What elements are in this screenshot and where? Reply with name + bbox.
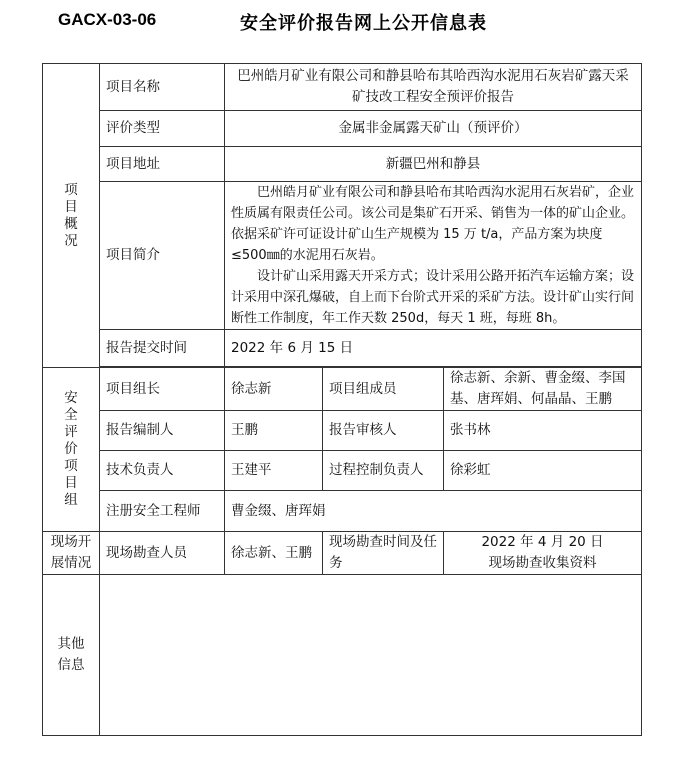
row-project-name bbox=[43, 64, 642, 111]
document-code: GACX-03-06 bbox=[58, 10, 157, 29]
row-leader bbox=[43, 368, 642, 411]
page-title: 安全评价报告网上公开信息表 bbox=[240, 13, 487, 34]
row-other bbox=[43, 575, 642, 736]
label-leader: 项目组长 bbox=[100, 368, 225, 411]
row-writer bbox=[43, 411, 642, 451]
value-writer: 王鹏 bbox=[225, 411, 323, 451]
section-team: 安全评价项目组 bbox=[43, 368, 100, 532]
value-leader: 徐志新 bbox=[225, 368, 323, 411]
survey-date: 2022 年 4 月 20 日 bbox=[481, 534, 604, 550]
row-eval-type bbox=[43, 111, 642, 147]
label-members: 项目组成员 bbox=[323, 368, 444, 411]
row-tech bbox=[43, 451, 642, 491]
value-reviewer: 张书林 bbox=[444, 411, 642, 451]
value-project-name: 巴州皓月矿业有限公司和静县哈布其哈西沟水泥用石灰岩矿露天采矿技改工程安全预评价报告 bbox=[225, 64, 642, 111]
value-engineer: 曹金缀、唐珲娟 bbox=[225, 491, 642, 532]
section-site: 现场开展情况 bbox=[43, 532, 100, 575]
value-survey-people: 徐志新、王鹏 bbox=[225, 532, 323, 575]
row-engineer bbox=[43, 491, 642, 532]
label-survey-people: 现场勘查人员 bbox=[100, 532, 225, 575]
section-other: 其他信息 bbox=[43, 575, 100, 736]
intro-paragraph-2: 设计矿山采用露天开采方式；设计采用公路开拓汽车运输方案；设计采用中深孔爆破，自上而下台阶式开采的采矿方法。设计矿山实行间断性工作制度，年工作天数 250d，每天 1 班，每班 8h。 bbox=[231, 269, 635, 326]
value-survey-time bbox=[444, 532, 642, 575]
value-intro bbox=[225, 182, 642, 330]
label-reviewer: 报告审核人 bbox=[323, 411, 444, 451]
value-eval-type: 金属非金属露天矿山（预评价） bbox=[225, 111, 642, 147]
label-submit-time: 报告提交时间 bbox=[100, 330, 225, 367]
info-table bbox=[42, 63, 642, 736]
value-submit-time: 2022 年 6 月 15 日 bbox=[225, 330, 642, 367]
value-address: 新疆巴州和静县 bbox=[225, 147, 642, 182]
intro-paragraph-1: 巴州皓月矿业有限公司和静县哈布其哈西沟水泥用石灰岩矿，企业性质属有限责任公司。该公司是集矿石开采、销售为一体的矿山企业。依据采矿许可证设计矿山生产规模为 15 万 t/a，产品方案为块度≤500㎜的水泥用石灰岩。 bbox=[231, 185, 635, 263]
label-survey-time: 现场勘查时间及任务 bbox=[323, 532, 444, 575]
label-intro: 项目简介 bbox=[100, 182, 225, 330]
value-other bbox=[100, 575, 642, 736]
row-intro bbox=[43, 182, 642, 330]
survey-task: 现场勘查收集资料 bbox=[488, 555, 597, 571]
section-overview: 项目概况 bbox=[43, 64, 100, 368]
label-process: 过程控制负责人 bbox=[323, 451, 444, 491]
label-engineer: 注册安全工程师 bbox=[100, 491, 225, 532]
row-address bbox=[43, 147, 642, 182]
label-writer: 报告编制人 bbox=[100, 411, 225, 451]
row-submit-time bbox=[43, 330, 642, 367]
label-address: 项目地址 bbox=[100, 147, 225, 182]
row-site bbox=[43, 532, 642, 575]
label-eval-type: 评价类型 bbox=[100, 111, 225, 147]
label-project-name: 项目名称 bbox=[100, 64, 225, 111]
value-tech: 王建平 bbox=[225, 451, 323, 491]
label-tech: 技术负责人 bbox=[100, 451, 225, 491]
value-process: 徐彩虹 bbox=[444, 451, 642, 491]
value-members: 徐志新、余新、曹金缀、李国基、唐珲娟、何晶晶、王鹏 bbox=[444, 368, 642, 411]
